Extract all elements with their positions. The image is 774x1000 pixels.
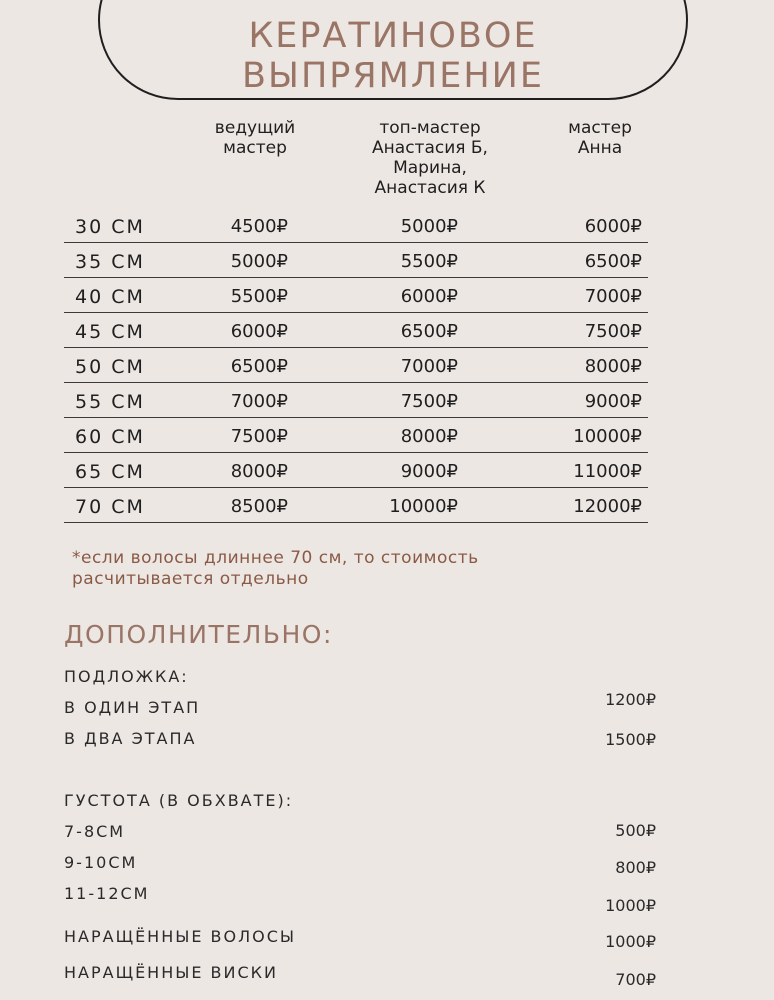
- extra-item-label: 7-8СМ: [64, 822, 126, 841]
- extra-item-price: 700₽: [615, 970, 656, 989]
- price-cell: 8000₽: [584, 356, 642, 377]
- column-header-top-master: [350, 118, 510, 198]
- price-cell: 6500₽: [400, 321, 458, 342]
- extra-item-price: 1200₽: [605, 690, 656, 709]
- table-row: [64, 383, 648, 418]
- price-cell: 12000₽: [573, 496, 642, 517]
- price-cell: 9000₽: [400, 461, 458, 482]
- price-cell: 8000₽: [400, 426, 458, 447]
- text-line: топ-мастер: [379, 118, 481, 138]
- price-cell: 5500₽: [230, 286, 288, 307]
- column-header-master-anna: [545, 118, 655, 158]
- price-table: [64, 208, 648, 523]
- extra-item-label: ПОДЛОЖКА:: [64, 667, 189, 686]
- length-label: 50 СМ: [75, 356, 145, 378]
- price-cell: 7000₽: [584, 286, 642, 307]
- price-cell: 5000₽: [400, 216, 458, 237]
- text-line: ведущий: [214, 118, 296, 138]
- table-row: [64, 348, 648, 383]
- extras-title: ДОПОЛНИТЕЛЬНО:: [64, 620, 333, 649]
- text-line: Анастасия К: [374, 178, 486, 198]
- price-cell: 5000₽: [230, 251, 288, 272]
- price-cell: 10000₽: [389, 496, 458, 517]
- extra-item-price: 500₽: [615, 821, 656, 840]
- price-cell: 5500₽: [400, 251, 458, 272]
- table-row: [64, 488, 648, 523]
- text-line: Анастасия Б,: [372, 138, 488, 158]
- price-cell: 8000₽: [230, 461, 288, 482]
- table-row: [64, 278, 648, 313]
- text-line: мастер: [223, 138, 287, 158]
- length-label: 30 СМ: [75, 216, 145, 238]
- price-cell: 6500₽: [230, 356, 288, 377]
- length-label: 65 СМ: [75, 461, 145, 483]
- text-line: мастер: [568, 118, 632, 138]
- extra-item-price: 1000₽: [605, 896, 656, 915]
- price-cell: 7500₽: [230, 426, 288, 447]
- extra-item-label: 9-10СМ: [64, 853, 138, 872]
- table-row: [64, 313, 648, 348]
- text-line: Марина,: [393, 158, 467, 178]
- page-title: КЕРАТИНОВОЕ ВЫПРЯМЛЕНИЕ: [242, 16, 544, 96]
- extra-item-label: В ОДИН ЭТАП: [64, 698, 201, 717]
- table-row: [64, 208, 648, 243]
- extra-item-price: 1000₽: [605, 932, 656, 951]
- length-label: 40 СМ: [75, 286, 145, 308]
- price-cell: 4500₽: [230, 216, 288, 237]
- table-row: [64, 453, 648, 488]
- extra-item-label: НАРАЩЁННЫЕ ВОЛОСЫ: [64, 927, 297, 946]
- length-label: 70 СМ: [75, 496, 145, 518]
- price-cell: 6000₽: [584, 216, 642, 237]
- price-cell: 6000₽: [400, 286, 458, 307]
- length-label: 60 СМ: [75, 426, 145, 448]
- table-row: [64, 243, 648, 278]
- extra-item-label: ГУСТОТА (В ОБХВАТЕ):: [64, 791, 294, 810]
- price-cell: 7500₽: [584, 321, 642, 342]
- extra-item-label: НАРАЩЁННЫЕ ВИСКИ: [64, 963, 278, 982]
- extra-item-label: В ДВА ЭТАПА: [64, 729, 197, 748]
- text-line: *если волосы длиннее 70 см, то стоимость: [72, 548, 479, 568]
- text-line: расчитывается отдельно: [72, 569, 309, 589]
- price-cell: 7000₽: [400, 356, 458, 377]
- price-cell: 7500₽: [400, 391, 458, 412]
- extra-item-price: 1500₽: [605, 730, 656, 749]
- price-cell: 6000₽: [230, 321, 288, 342]
- extra-item-price: 800₽: [615, 858, 656, 877]
- price-cell: 11000₽: [573, 461, 642, 482]
- table-row: [64, 418, 648, 453]
- text-line: Анна: [577, 138, 623, 158]
- length-note: [72, 548, 479, 590]
- length-label: 55 СМ: [75, 391, 145, 413]
- extra-item-label: 11-12СМ: [64, 884, 150, 903]
- price-cell: 8500₽: [230, 496, 288, 517]
- price-cell: 10000₽: [573, 426, 642, 447]
- length-label: 35 СМ: [75, 251, 145, 273]
- price-cell: 6500₽: [584, 251, 642, 272]
- price-cell: 9000₽: [584, 391, 642, 412]
- price-cell: 7000₽: [230, 391, 288, 412]
- column-header-lead-master: [195, 118, 315, 158]
- length-label: 45 СМ: [75, 321, 145, 343]
